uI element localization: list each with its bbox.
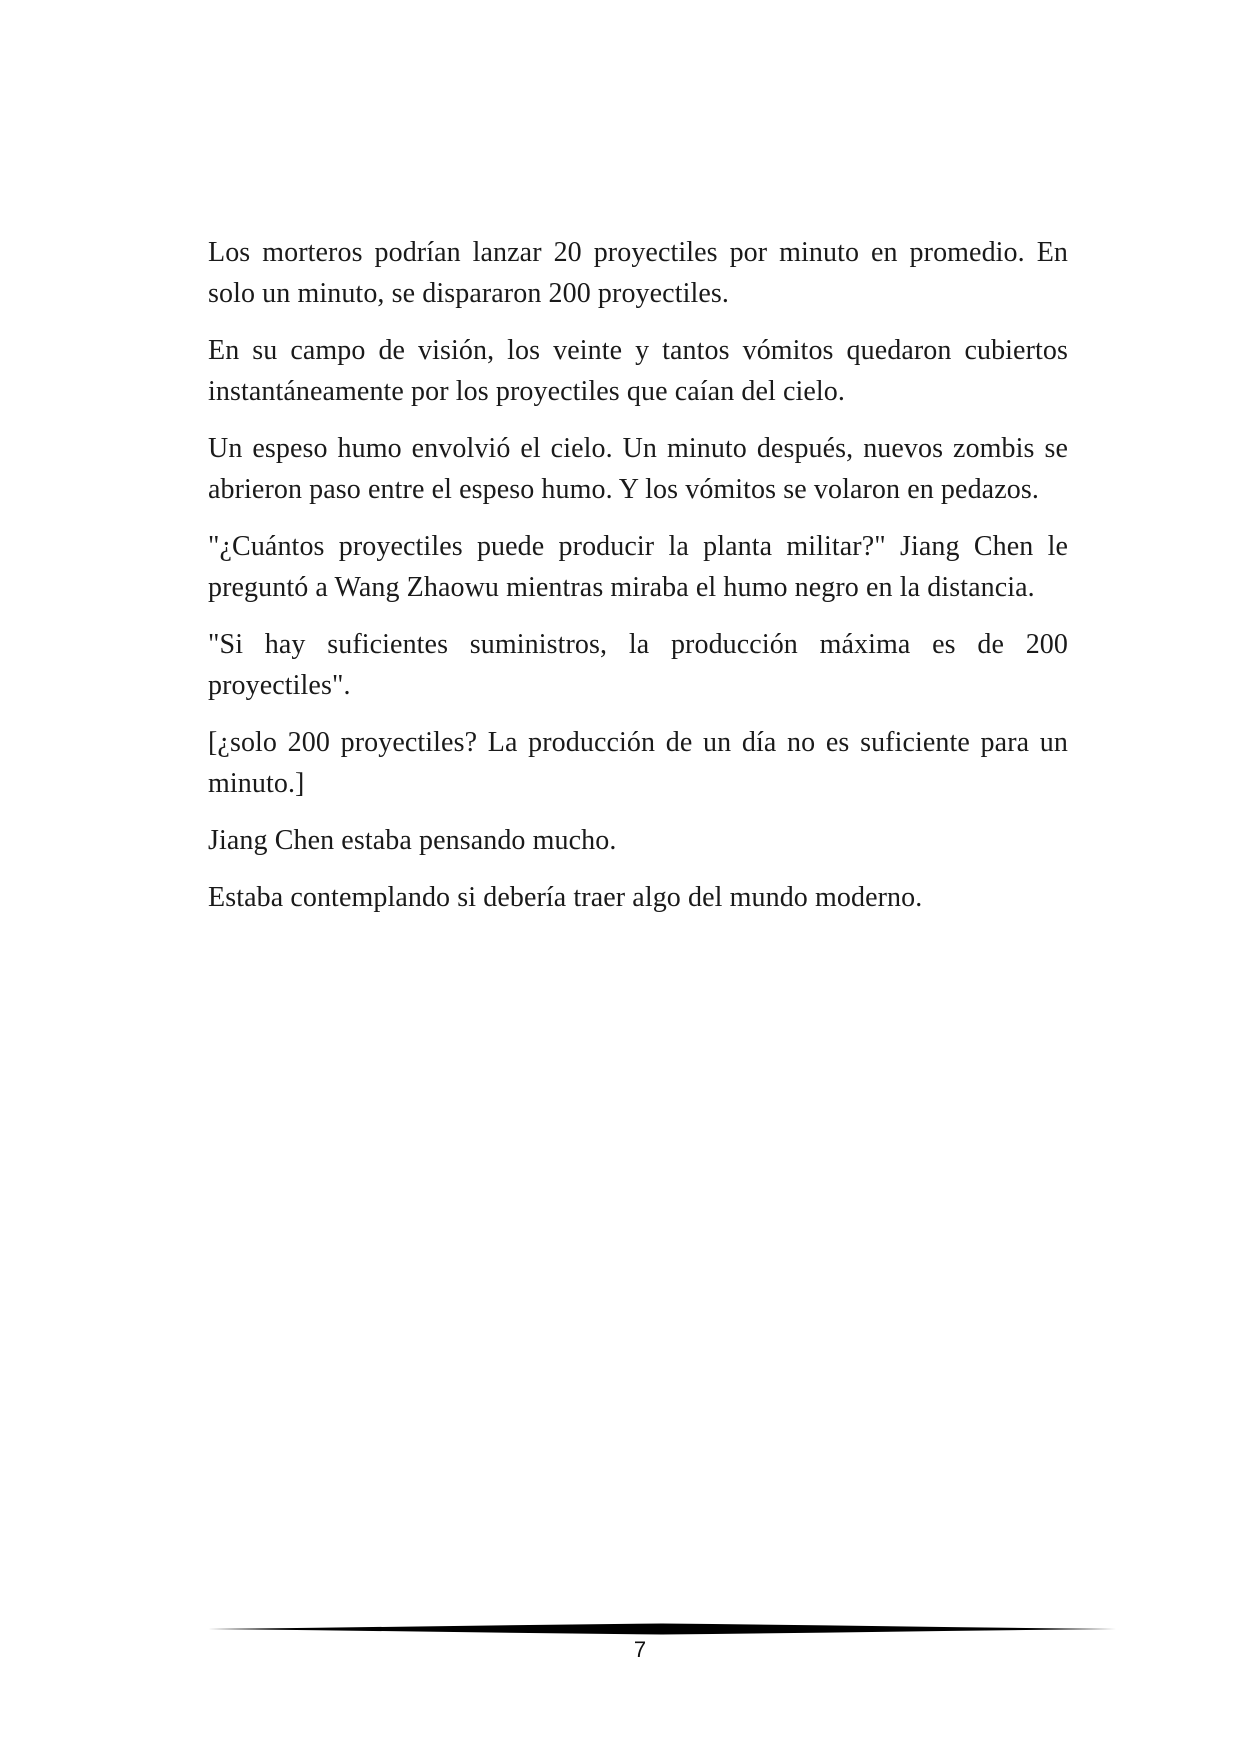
paragraph: Jiang Chen estaba pensando mucho. [208, 825, 617, 856]
paragraph: En su campo de visión, los veinte y tantos vómitos quedaron cubiertos instantáneamente por los proyectiles que caían del cielo. [208, 335, 1068, 407]
paragraph: "¿Cuántos proyectiles puede producir la planta militar?" Jiang Chen le preguntó a Wang Zhaowu mientras miraba el humo negro en la distancia. [208, 531, 1068, 603]
paragraph: Los morteros podrían lanzar 20 proyectiles por minuto en promedio. En solo un minuto, se dispararon 200 proyectiles. [208, 237, 1068, 309]
page-number: 7 [633, 1637, 647, 1662]
paragraph: Estaba contemplando si debería traer algo del mundo moderno. [208, 882, 923, 913]
paragraph: [¿solo 200 proyectiles? La producción de un día no es suficiente para un minuto.] [208, 727, 1068, 799]
footer-divider [208, 1622, 1116, 1636]
paragraph: "Si hay suficientes suministros, la producción máxima es de 200 proyectiles". [208, 629, 1068, 701]
document-body [208, 232, 1068, 934]
paragraph: Un espeso humo envolvió el cielo. Un minuto después, nuevos zombis se abrieron paso entre el espeso humo. Y los vómitos se volaron en pedazos. [208, 433, 1068, 505]
